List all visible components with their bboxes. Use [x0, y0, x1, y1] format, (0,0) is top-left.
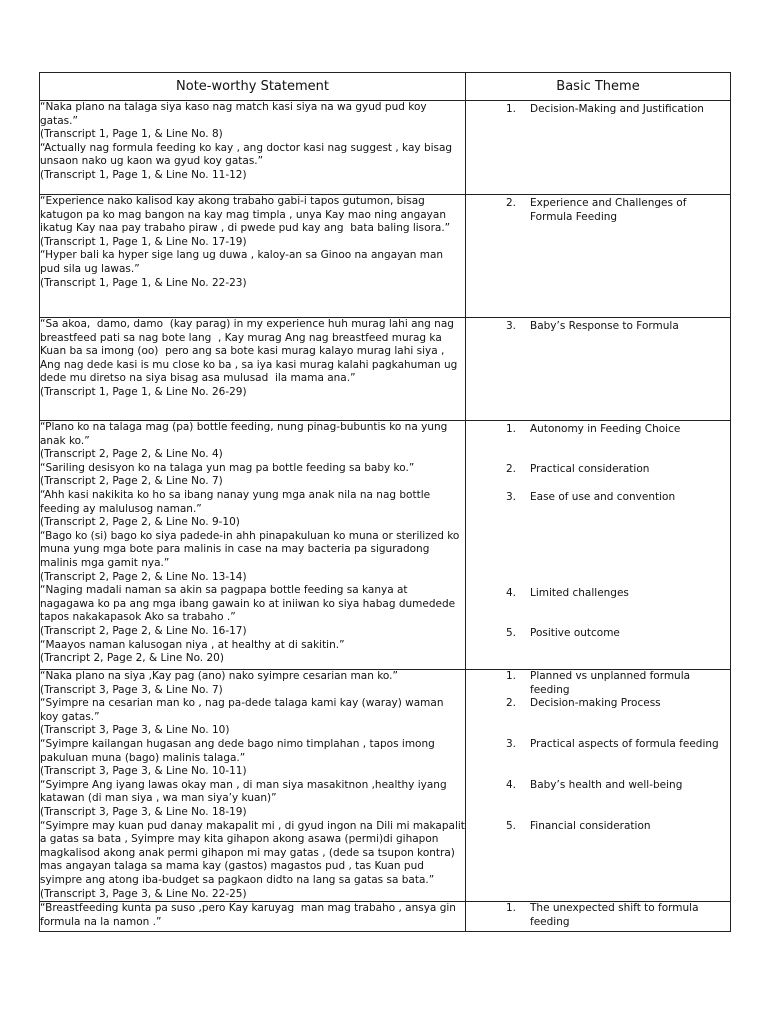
table-header-row — [40, 73, 731, 101]
theme-label: Baby’s health and well-being — [530, 779, 683, 791]
theme-label: Positive outcome — [530, 627, 620, 639]
theme-number: 5. — [505, 627, 516, 639]
theme-number: 4. — [505, 587, 516, 599]
theme-number: 1. — [505, 103, 516, 115]
theme-label: Decision-Making and Justification — [530, 103, 704, 115]
column-header-theme: Basic Theme — [466, 73, 731, 101]
statement-cell: “Breastfeeding kunta pa suso ,pero Kay karuyag man mag trabaho , ansya gin formula na la namon .” — [40, 902, 466, 932]
statement-cell: “Experience nako kalisod kay akong trabaho gabi-i tapos gutumon, bisag katugon pa ko mag bangon na kay mag timpla , unya Kay mao ning angayan ikatug Kay naa pay trabaho piraw , di pwede pud kay ang bata baling lisora.” (Transcript 1, Page 1, & Line No. 17-19) “Hyper bali ka hyper sige lang ug duwa , kaloy-an sa Ginoo na angayan man pud sila ug lawas.” (Transcript 1, Page 1, & Line No. 22-23) — [40, 195, 466, 318]
theme-label: Decision-making Process — [530, 697, 661, 709]
theme-number: 2. — [505, 197, 516, 209]
statement-cell: “Naka plano na siya ,Kay pag (ano) nako syimpre cesarian man ko.” (Transcript 3, Page 3, & Line No. 7) “Syimpre na cesarian man ko , nag pa-dede talaga kami kay (waray) waman koy gatas.” (Transcript 3, Page 3, & Line No. 10) “Syimpre kailangan hugasan ang dede bago nimo timplahan , tapos imong pakuluan muna (bago) malinis talaga.” (Transcript 3, Page 3, & Line No. 10-11) “Syimpre Ang iyang lawas okay man , di man siya masakitnon ,healthy iyang katawan (di man siya , wa man siya’y kuan)” (Transcript 3, Page 3, & Line No. 18-19) “Syimpre may kuan pud danay makapalit mi , di gyud ingon na Dili mi makapalit a gatas sa bata , Syimpre may kita gihapon akong asawa (permi)di gihapon magkalisod akong anak permi gihapon mi may gatas , (dede sa tsupon kontra) mas angayan talaga sa mama kay (gastos) magastos pud , tas Kuan pud syimpre ang atong iba-budget sa pagkaon didto na lang sa gatas sa bata.” (Transcript 3, Page 3, & Line No. 22-25) — [40, 670, 466, 902]
theme-label: Baby’s Response to Formula — [530, 320, 679, 332]
theme-number: 1. — [505, 902, 516, 915]
table-row — [40, 670, 731, 902]
table-row — [40, 101, 731, 195]
theme-label: Experience and Challenges of Formula Feeding — [530, 197, 687, 223]
theme-number: 3. — [505, 491, 516, 503]
theme-number: 1. — [505, 423, 516, 435]
table-row — [40, 195, 731, 318]
theme-label: Planned vs unplanned formula feeding — [530, 670, 691, 696]
theme-label: Financial consideration — [530, 820, 651, 832]
theme-label: Autonomy in Feeding Choice — [530, 423, 681, 435]
theme-cell — [466, 318, 731, 421]
table-row — [40, 902, 731, 932]
theme-cell — [466, 195, 731, 318]
theme-cell — [466, 421, 731, 670]
table-row — [40, 318, 731, 421]
theme-number: 3. — [505, 320, 516, 332]
theme-number: 1. — [505, 670, 516, 682]
statement-cell: “Sa akoa, damo, damo (kay parag) in my experience huh murag lahi ang nag breastfeed pati sa nag bote lang , Kay murag Ang nag breastfeed murag ka Kuan ba sa imong (oo) pero ang sa bote kasi murag kalayo murag lahi siya , Ang nag dede kasi is mu close ko ba , sa iya kasi murag kalahi pagkahuman ug dede mu diretso na siya bisag asa mulusad ila mama ana.” (Transcript 1, Page 1, & Line No. 26-29) — [40, 318, 466, 421]
theme-cell — [466, 101, 731, 195]
table-row — [40, 421, 731, 670]
theme-label: Practical consideration — [530, 463, 650, 475]
theme-label: Practical aspects of formula feeding — [530, 738, 719, 750]
theme-number: 2. — [505, 697, 516, 709]
theme-number: 5. — [505, 820, 516, 832]
theme-cell — [466, 670, 731, 902]
theme-label: Ease of use and convention — [530, 491, 676, 503]
theme-number: 3. — [505, 738, 516, 750]
theme-cell — [466, 902, 731, 932]
statement-cell: “Plano ko na talaga mag (pa) bottle feeding, nung pinag-bubuntis ko na yung anak ko.” (Transcript 2, Page 2, & Line No. 4) “Sariling desisyon ko na talaga yun mag pa bottle feeding sa baby ko.” (Transcript 2, Page 2, & Line No. 7) “Ahh kasi nakikita ko ho sa ibang nanay yung mga anak nila na nag bottle feeding ay malulusog naman.” (Transcript 2, Page 2, & Line No. 9-10) “Bago ko (si) bago ko siya padede-in ahh pinapakuluan ko muna or sterilized ko muna yung mga bote para malinis in case na may bacteria pa siguradong malinis mga gamit nya.” (Transcript 2, Page 2, & Line No. 13-14) “Naging madali naman sa akin sa pagpapa bottle feeding sa kanya at nagagawa ko pa ang mga ibang gawain ko at iniiwan ko siya habag dumedede tapos nakakapasok Ako sa trabaho .” (Transcript 2, Page 2, & Line No. 16-17) “Maayos naman kalusogan niya , at healthy at di sakitin.” (Trancript 2, Page 2, & Line No. 20) — [40, 421, 466, 670]
statement-cell: “Naka plano na talaga siya kaso nag match kasi siya na wa gyud pud koy gatas.” (Transcript 1, Page 1, & Line No. 8) “Actually nag formula feeding ko kay , ang doctor kasi nag suggest , kay bisag unsaon nako ug kaon wa gyud koy gatas.” (Transcript 1, Page 1, & Line No. 11-12) — [40, 101, 466, 195]
theme-number: 2. — [505, 463, 516, 475]
theme-number: 4. — [505, 779, 516, 791]
theme-label: The unexpected shift to formula feeding — [530, 902, 699, 928]
column-header-statement: Note-worthy Statement — [40, 73, 466, 101]
statements-table — [39, 72, 731, 932]
theme-label: Limited challenges — [530, 587, 629, 599]
